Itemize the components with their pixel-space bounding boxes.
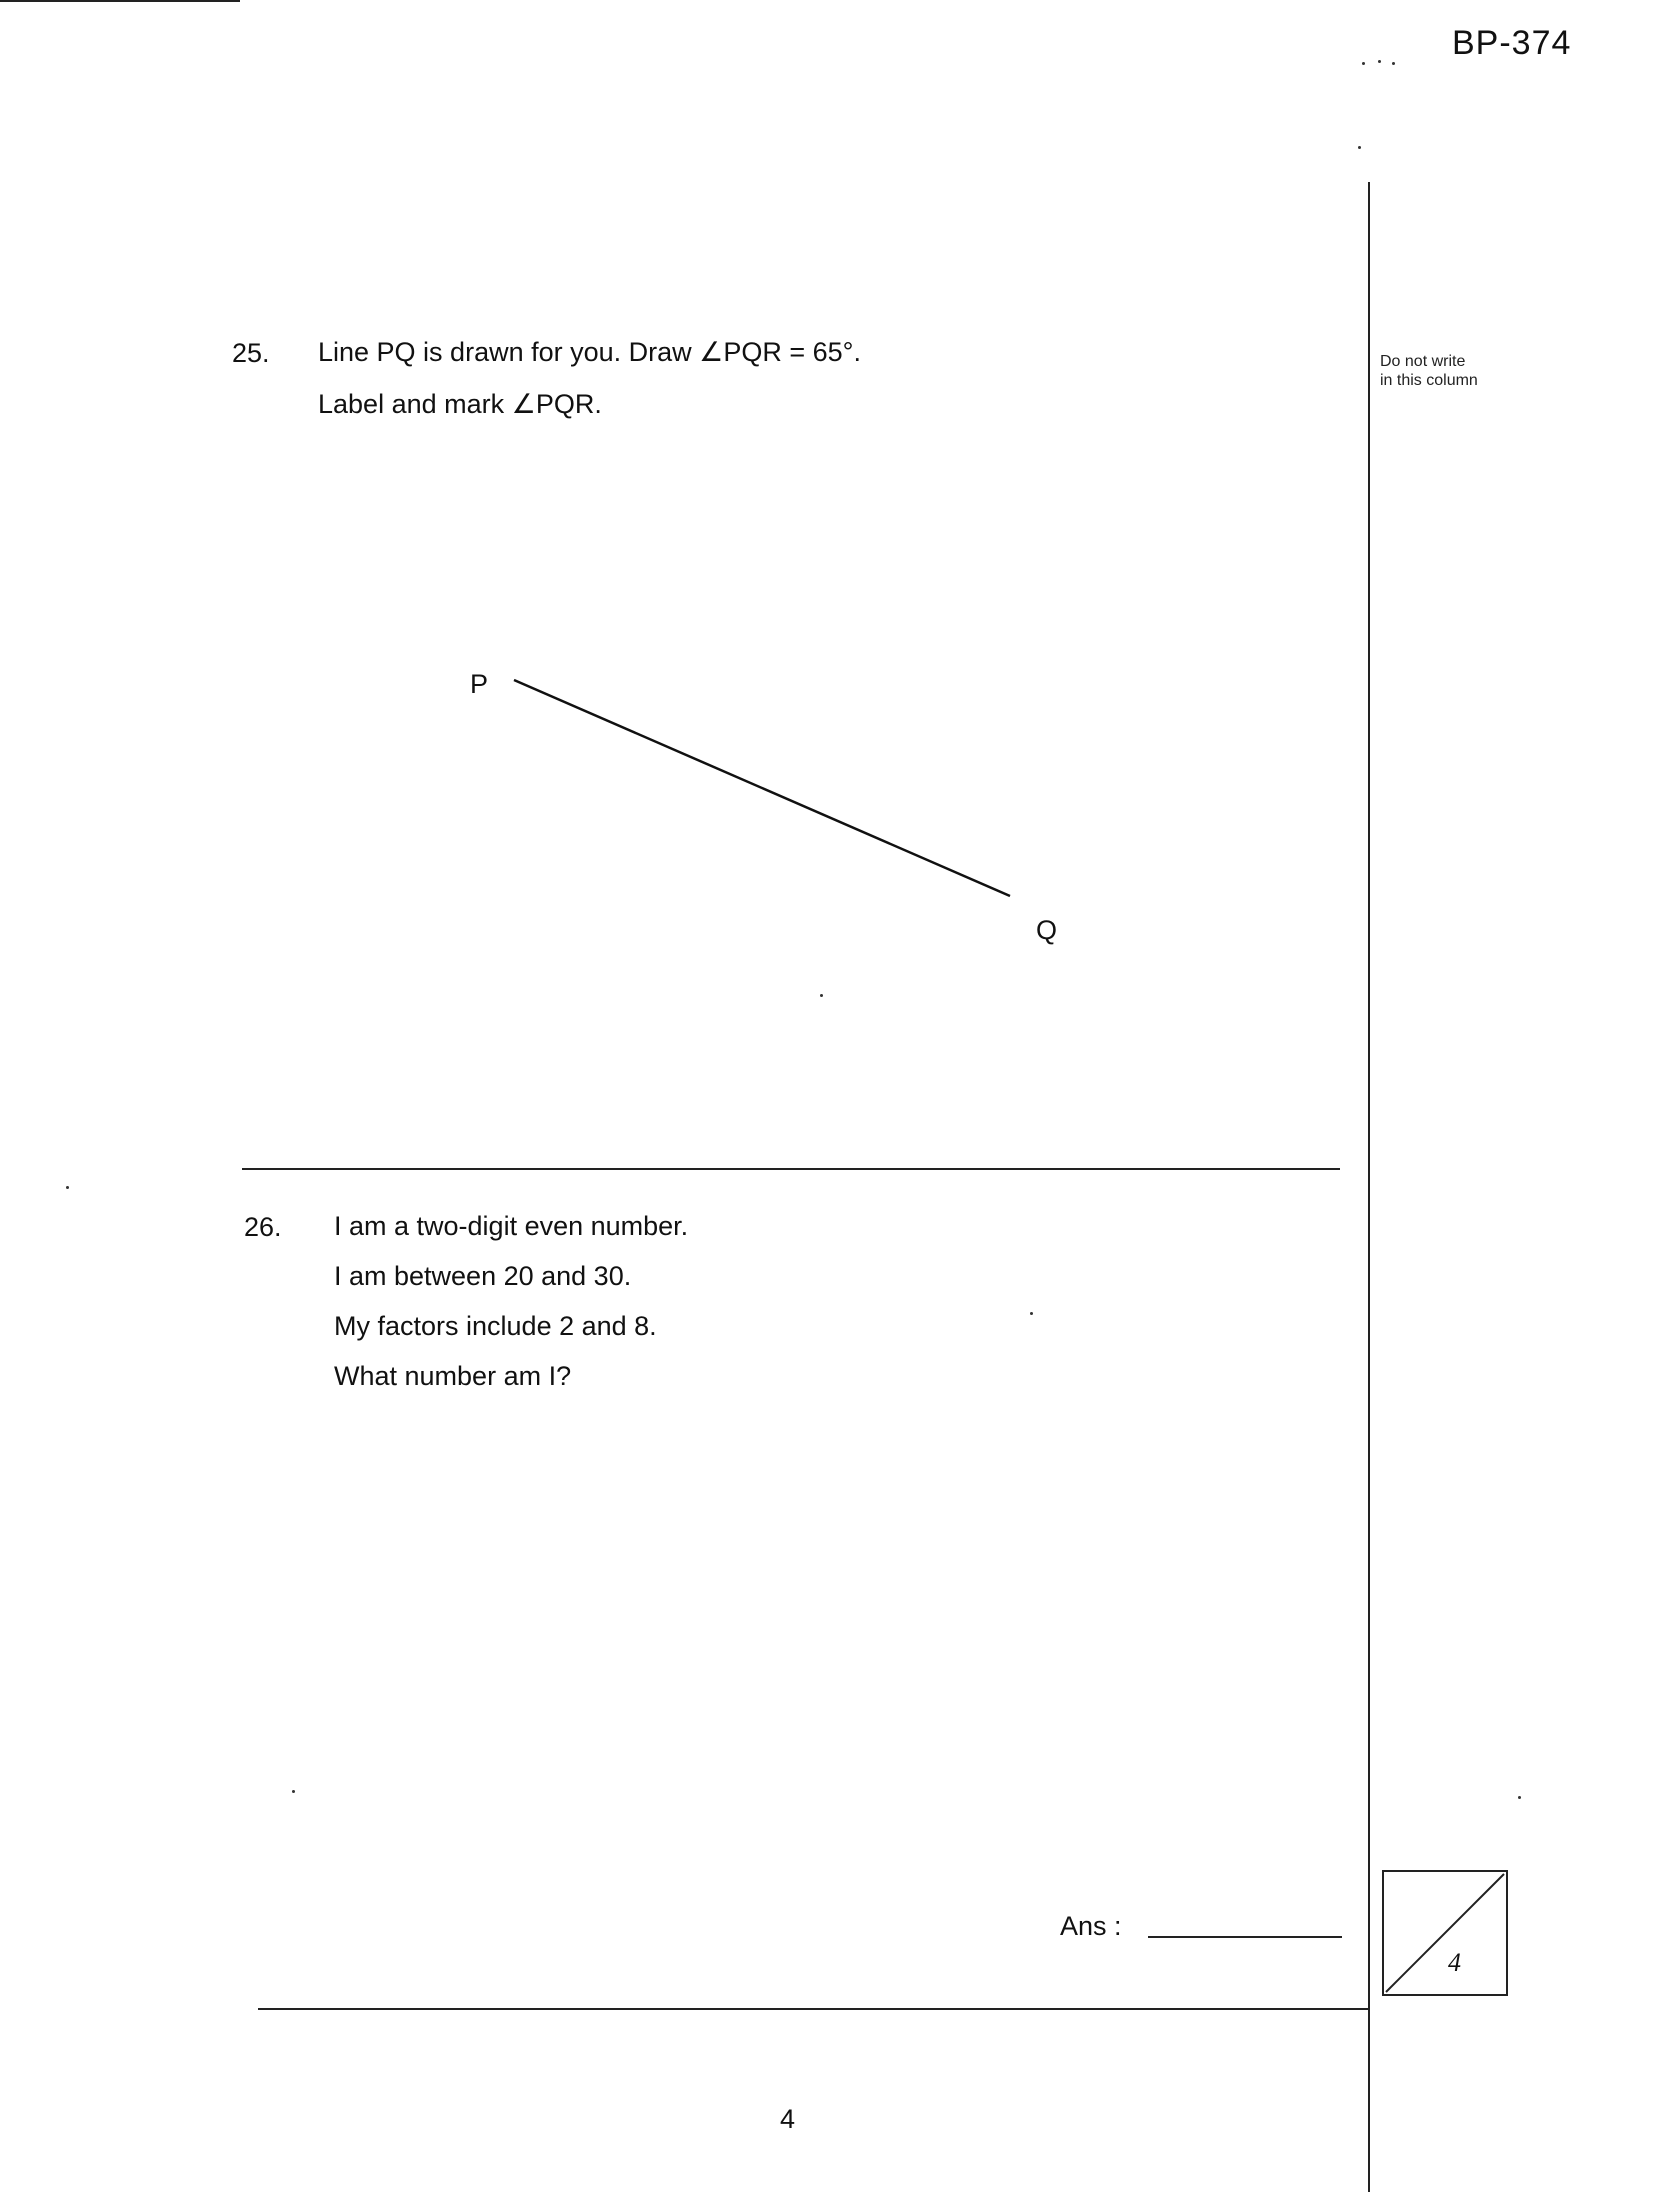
answer-label: Ans : [1060,1911,1122,1941]
question-26-line4: What number am I? [334,1361,572,1391]
page-number: 4 [780,2104,796,2134]
scan-speck [820,994,823,997]
scan-speck [66,1186,69,1189]
top-left-rule [0,0,240,2]
question-26-line1: I am a two-digit even number. [334,1211,689,1241]
margin-note-line2: in this column [1380,372,1478,390]
score-box-mark: 4 [1448,1948,1461,1977]
score-box-diagonal [1384,1872,1506,1994]
bottom-rule [258,2008,1370,2010]
scan-speck [1378,60,1381,63]
scan-speck [292,1790,295,1793]
question-26-line3: My factors include 2 and 8. [334,1311,657,1341]
point-q-label: Q [1036,915,1058,945]
paper-code: BP-374 [1452,24,1572,62]
margin-column-rule [1368,182,1370,2192]
question-25-line1: Line PQ is drawn for you. Draw ∠PQR = 65°. [318,337,861,367]
score-box [1382,1870,1508,1996]
line-pq [514,680,1010,896]
question-26-line2: I am between 20 and 30. [334,1261,632,1291]
scan-speck [1362,62,1365,65]
margin-note-line1: Do not write [1380,353,1466,370]
question-26-number: 26. [244,1212,282,1242]
scan-speck [1358,146,1361,149]
question-25-line2: Label and mark ∠PQR. [318,389,602,419]
scan-speck [1030,1312,1033,1315]
question-divider [242,1168,1340,1170]
scan-speck [1392,62,1395,65]
point-p-label: P [470,669,489,699]
answer-line[interactable] [1148,1936,1342,1938]
question-25-number: 25. [232,338,270,368]
margin-note [1380,352,1478,390]
scan-speck [1518,1796,1521,1799]
